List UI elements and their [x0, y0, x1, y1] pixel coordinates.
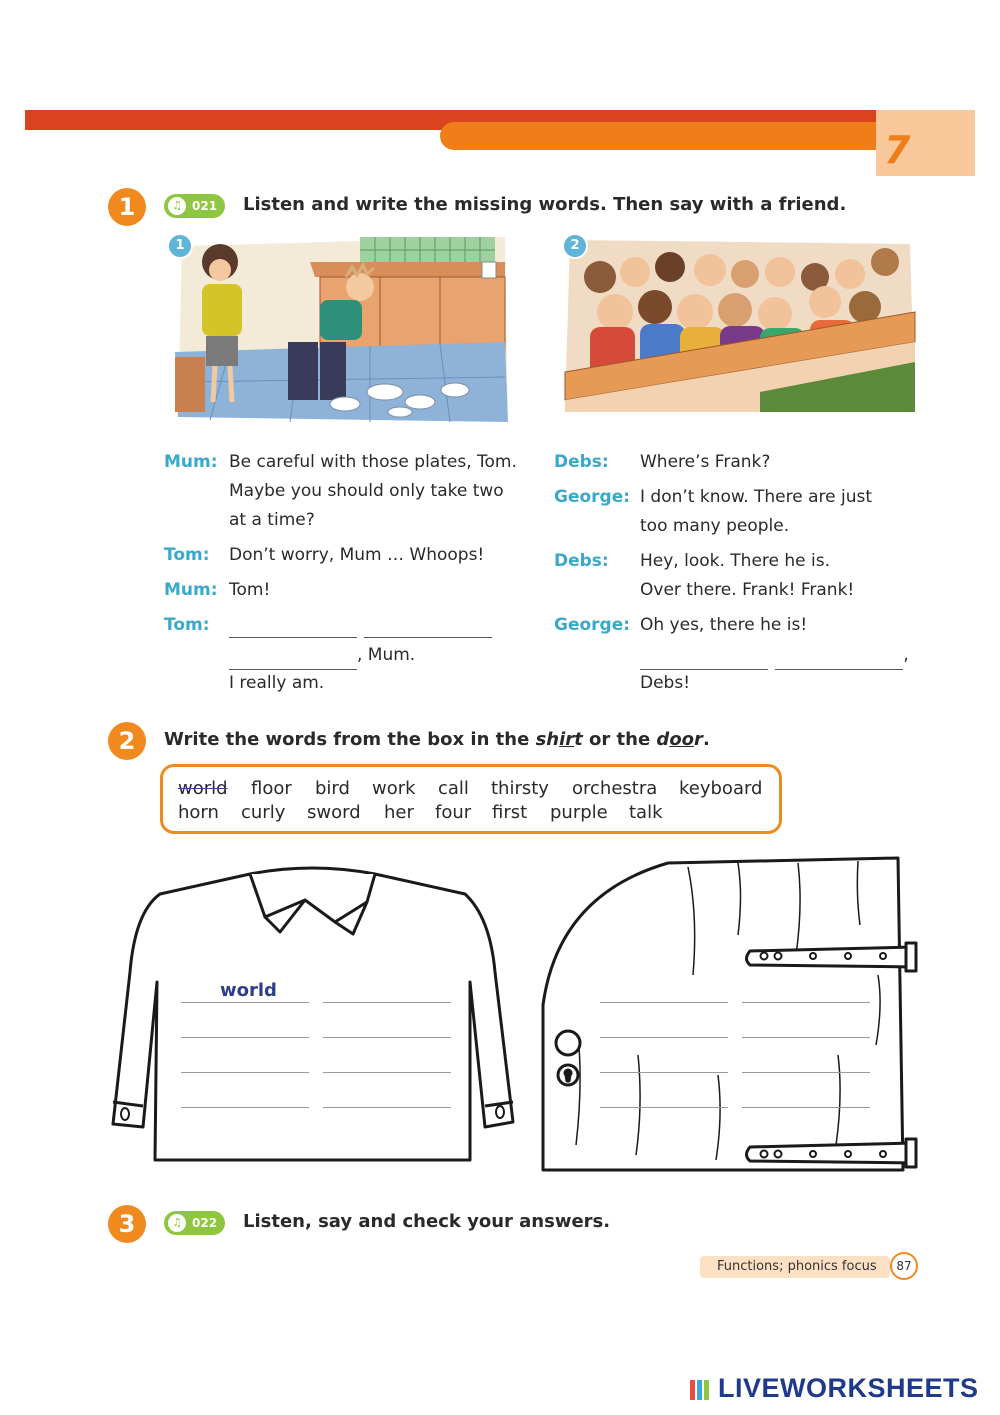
instruction-text: or the [582, 729, 657, 750]
header-bar-orange [440, 122, 890, 150]
page-number: 87 [890, 1252, 918, 1280]
word-box-item: orchestra [572, 778, 658, 799]
shirt-sound: ir [559, 729, 575, 750]
word-shirt [536, 729, 583, 750]
speaker-mum: Mum: [164, 452, 218, 472]
word-box-item: sword [307, 802, 361, 823]
door-answer-line[interactable] [742, 1002, 870, 1003]
shirt-answer-line[interactable] [323, 1002, 451, 1003]
dialogue-text: , Mum. [357, 645, 416, 665]
speaker-tom: Tom: [164, 615, 210, 635]
answer-blank-4[interactable] [640, 649, 768, 670]
dialogue-line-with-blank [229, 641, 415, 670]
word-box-item: first [492, 802, 528, 823]
door-answer-line[interactable] [600, 1072, 728, 1073]
instruction-text: Write the words from the box in the [164, 729, 536, 750]
dialogue-line: Tom! [229, 580, 271, 600]
word-box-item: talk [629, 802, 663, 823]
liveworksheets-logo-icon [690, 1378, 716, 1402]
dialogue-line: at a time? [229, 510, 315, 530]
door-sound: oo [669, 729, 695, 750]
illustration-crowd [560, 232, 920, 422]
speaker-mum: Mum: [164, 580, 218, 600]
dialogue-line: Hey, look. There he is. [640, 551, 831, 571]
headphones-icon: ♫ [168, 1214, 186, 1232]
shirt-answer-line[interactable] [181, 1002, 309, 1003]
door-part: r [694, 729, 703, 750]
word-box-item: four [435, 802, 472, 823]
instruction-text: . [702, 729, 710, 750]
exercise-3-number: 3 [108, 1205, 146, 1243]
shirt-part: sh [535, 729, 560, 750]
speaker-george: George: [554, 487, 631, 507]
exercise-1-instruction: Listen and write the missing words. Then say with a friend. [243, 194, 847, 215]
word-box-item: keyboard [679, 778, 763, 799]
speaker-debs: Debs: [554, 452, 609, 472]
exercise-1-number: 1 [108, 188, 146, 226]
brand-name: LIVEWORKSHEETS [718, 1373, 979, 1403]
exercise-2-number: 2 [108, 722, 146, 760]
word-box [160, 764, 782, 834]
dialogue-line: Be careful with those plates, Tom. [229, 452, 517, 472]
shirt-answer-line[interactable] [181, 1037, 309, 1038]
audio-track-021[interactable] [164, 194, 225, 218]
door-answer-line[interactable] [600, 1107, 728, 1108]
shirt-answer-line[interactable] [323, 1037, 451, 1038]
door-answer-line[interactable] [600, 1037, 728, 1038]
dialogue-line: Oh yes, there he is! [640, 615, 808, 635]
shirt-example-answer: world [220, 980, 277, 1001]
audio-track-022[interactable] [164, 1211, 225, 1235]
dialogue-line: Where’s Frank? [640, 452, 771, 472]
word-box-item: work [372, 778, 416, 799]
footer-label: Functions; phonics focus [700, 1256, 890, 1278]
shirt-answer-line[interactable] [181, 1107, 309, 1108]
picture-1-badge: 1 [167, 233, 193, 259]
shirt-answer-line[interactable] [181, 1072, 309, 1073]
word-box-item: horn [178, 802, 219, 823]
unit-number: 7 [884, 128, 911, 172]
shirt-drawing [105, 862, 520, 1167]
answer-blank-5[interactable] [775, 649, 903, 670]
shirt-answer-line[interactable] [323, 1072, 451, 1073]
exercise-3-instruction: Listen, say and check your answers. [243, 1211, 611, 1232]
door-part: d [656, 729, 670, 750]
word-door [656, 729, 703, 750]
door-answer-line[interactable] [600, 1002, 728, 1003]
speaker-debs: Debs: [554, 551, 609, 571]
exercise-2-instruction [164, 729, 710, 750]
dialogue-line: Over there. Frank! Frank! [640, 580, 855, 600]
speaker-george: George: [554, 615, 631, 635]
word-box-item: call [438, 778, 469, 799]
word-box-item: bird [315, 778, 350, 799]
speaker-tom: Tom: [164, 545, 210, 565]
illustration-kitchen [170, 232, 515, 430]
word-box-item: purple [550, 802, 608, 823]
dialogue-text: , [903, 645, 909, 665]
audio-track-label: 021 [192, 199, 218, 213]
shirt-part: t [574, 729, 583, 750]
door-drawing [538, 855, 923, 1175]
audio-track-label: 022 [192, 1216, 218, 1230]
dialogue-line: too many people. [640, 516, 790, 536]
word-box-item: curly [241, 802, 286, 823]
door-answer-line[interactable] [742, 1037, 870, 1038]
dialogue-line: Maybe you should only take two [229, 481, 504, 501]
shirt-answer-line[interactable] [323, 1107, 451, 1108]
dialogue-line: I don’t know. There are just [640, 487, 873, 507]
dialogue-line: I really am. [229, 673, 325, 693]
headphones-icon: ♫ [168, 197, 186, 215]
word-box-item: her [384, 802, 414, 823]
dialogue-line: Debs! [640, 673, 691, 693]
dialogue-line-with-blank [640, 641, 909, 670]
dialogue-line: Don’t worry, Mum … Whoops! [229, 545, 485, 565]
door-answer-line[interactable] [742, 1072, 870, 1073]
answer-blank-3[interactable] [229, 649, 357, 670]
word-box-item: floor [251, 778, 292, 799]
picture-2-badge: 2 [562, 233, 588, 259]
word-box-item: thirsty [491, 778, 549, 799]
answer-blank-1[interactable] [229, 617, 357, 638]
answer-blank-2[interactable] [364, 617, 492, 638]
door-answer-line[interactable] [742, 1107, 870, 1108]
word-box-item: world [178, 778, 228, 799]
